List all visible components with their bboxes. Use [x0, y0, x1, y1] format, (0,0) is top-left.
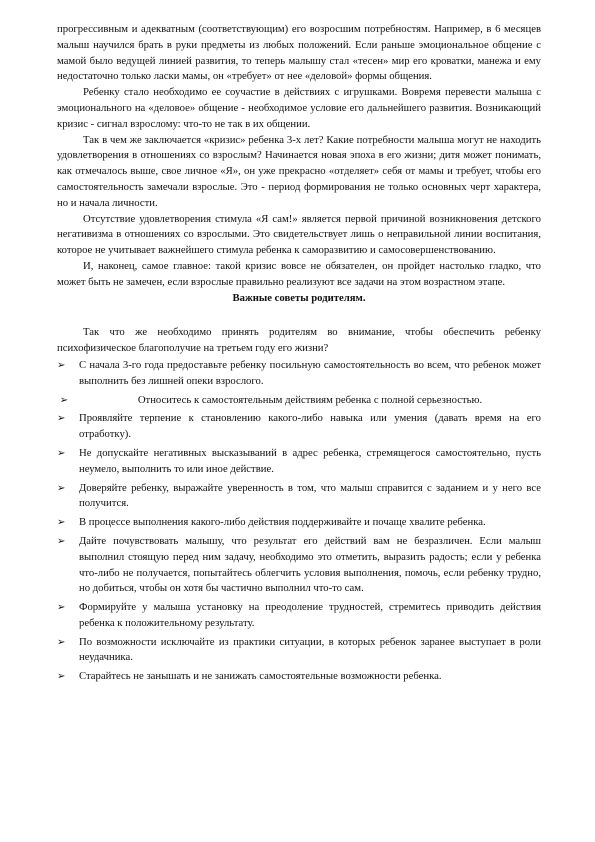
list-item — [57, 515, 541, 531]
list-item-text: По возможности исключайте из практики ситуации, в которых ребенок заранее выступает в роли неудачника. — [79, 635, 541, 664]
paragraph-1: прогрессивным и адекватным (соответствующим) его возросшим потребностям. Например, в 6 месяцев малыш научился брать в руки предметы из любых положений. Если раньше эмоциональное общение с мамой было ведущей линией развития, то теперь малышу стал «тесен» мир его кроватки, манежа и ему недостаточно только ласки мамы, он «требует» от нее «деловой» формы общения. — [57, 23, 541, 83]
paragraph-3: Так в чем же заключается «кризис» ребенка 3-х лет? Какие потребности малыша могут не находить удовлетворения в отношениях со взрослым? Начинается новая эпоха в его жизни; дитя может понимать, как отмечалось выше, свое личное «Я», он уже прекрасно «отделяет» себя от мамы и требует, чтобы его самостоятельность замечали взрослые. Это - период формирования не только основных черт характера, но и начала личности. — [57, 133, 541, 209]
section-heading: Важные советы родителям. — [232, 291, 366, 304]
arrow-bullet-icon: ➢ — [57, 535, 66, 547]
list-item — [57, 446, 541, 478]
list-item-text: В процессе выполнения какого-либо действия поддерживайте и почаще хвалите ребенка. — [79, 516, 486, 529]
list-item-text: Не допускайте негативных высказываний в адрес ребенка, стремящегося самостоятельно, пусть неумело, выполнить то или иное действие. — [79, 446, 541, 475]
arrow-bullet-icon: ➢ — [57, 359, 66, 371]
arrow-bullet-icon: ➢ — [57, 413, 66, 425]
list-item — [57, 600, 541, 632]
body-text — [57, 22, 541, 291]
arrow-bullet-icon: ➢ — [57, 447, 66, 459]
arrow-bullet-icon: ➢ — [57, 671, 66, 683]
list-item-text: Дайте почувствовать малышу, что результат его действий вам не безразличен. Если малыш выполнил стоящую перед ним задачу, необходимо это отметить, выразить радость; если у ребенка что-либо не получается, попытайтесь облегчить условия выполнения, помочь, если ребенку трудно, но добиться, чтобы он хотя бы частично выполнил что-то сам. — [79, 534, 541, 595]
list-item — [57, 534, 541, 597]
arrow-bullet-icon: ➢ — [57, 482, 66, 494]
tips-list — [57, 358, 541, 685]
document-page — [57, 22, 541, 688]
list-item — [57, 481, 541, 513]
list-item-text: Доверяйте ребенку, выражайте уверенность в том, что малыш справится с заданием и у него все получится. — [79, 481, 541, 510]
list-item-text: Проявляйте терпение к становлению какого-либо навыка или умения (давать время на его отработку). — [79, 412, 541, 441]
tips-intro: Так что же необходимо принять родителям во внимание, чтобы обеспечить ребенку психофизическое благополучие на третьем году его жизни? — [57, 326, 541, 355]
paragraph-2: Ребенку стало необходимо ее соучастие в действиях с игрушками. Вовремя перевести малыша с эмоционального на «деловое» общение - необходимое условие его дальнейшего развития. Возникающий кризис - сигнал взрослому: что-то не так в их общении. — [57, 86, 541, 130]
list-item — [57, 411, 541, 443]
list-item-text: С начала 3-го года предоставьте ребенку посильную самостоятельность во всем, что ребенок может выполнить без лишней опеки взрослого. — [79, 358, 541, 387]
arrow-bullet-icon: ➢ — [57, 517, 66, 529]
list-item-text: Относитесь к самостоятельным действиям ребенка с полной серьезностью. — [137, 393, 483, 406]
arrow-bullet-icon: ➢ — [57, 602, 66, 614]
arrow-bullet-icon: ➢ — [59, 394, 69, 406]
list-item — [57, 393, 541, 409]
arrow-bullet-icon: ➢ — [57, 636, 66, 648]
list-item — [57, 669, 541, 685]
list-item-text: Формируйте у малыша установку на преодоление трудностей, стремитесь приводить действия ребенка к положительному результату. — [79, 601, 541, 629]
list-item-text: Старайтесь не занышать и не занижать самостоятельные возможности ребенка. — [79, 670, 442, 683]
list-item — [57, 635, 541, 667]
list-item — [57, 358, 541, 390]
paragraph-5: И, наконец, самое главное: такой кризис вовсе не обязателен, он пройдет настолько гладко, что может быть не замечен, если взрослые правильно реализуют все задачи на этом возрастном этапе. — [57, 259, 541, 288]
paragraph-4: Отсутствие удовлетворения стимула «Я сам!» является первой причиной возникновения детского негативизма в отношениях со взрослыми. Это свидетельствует лишь о неправильной линии воспитания, которое не учитывает важнейшего стимула ребенка к саморазвитию и самосовершенствованию. — [57, 212, 541, 257]
